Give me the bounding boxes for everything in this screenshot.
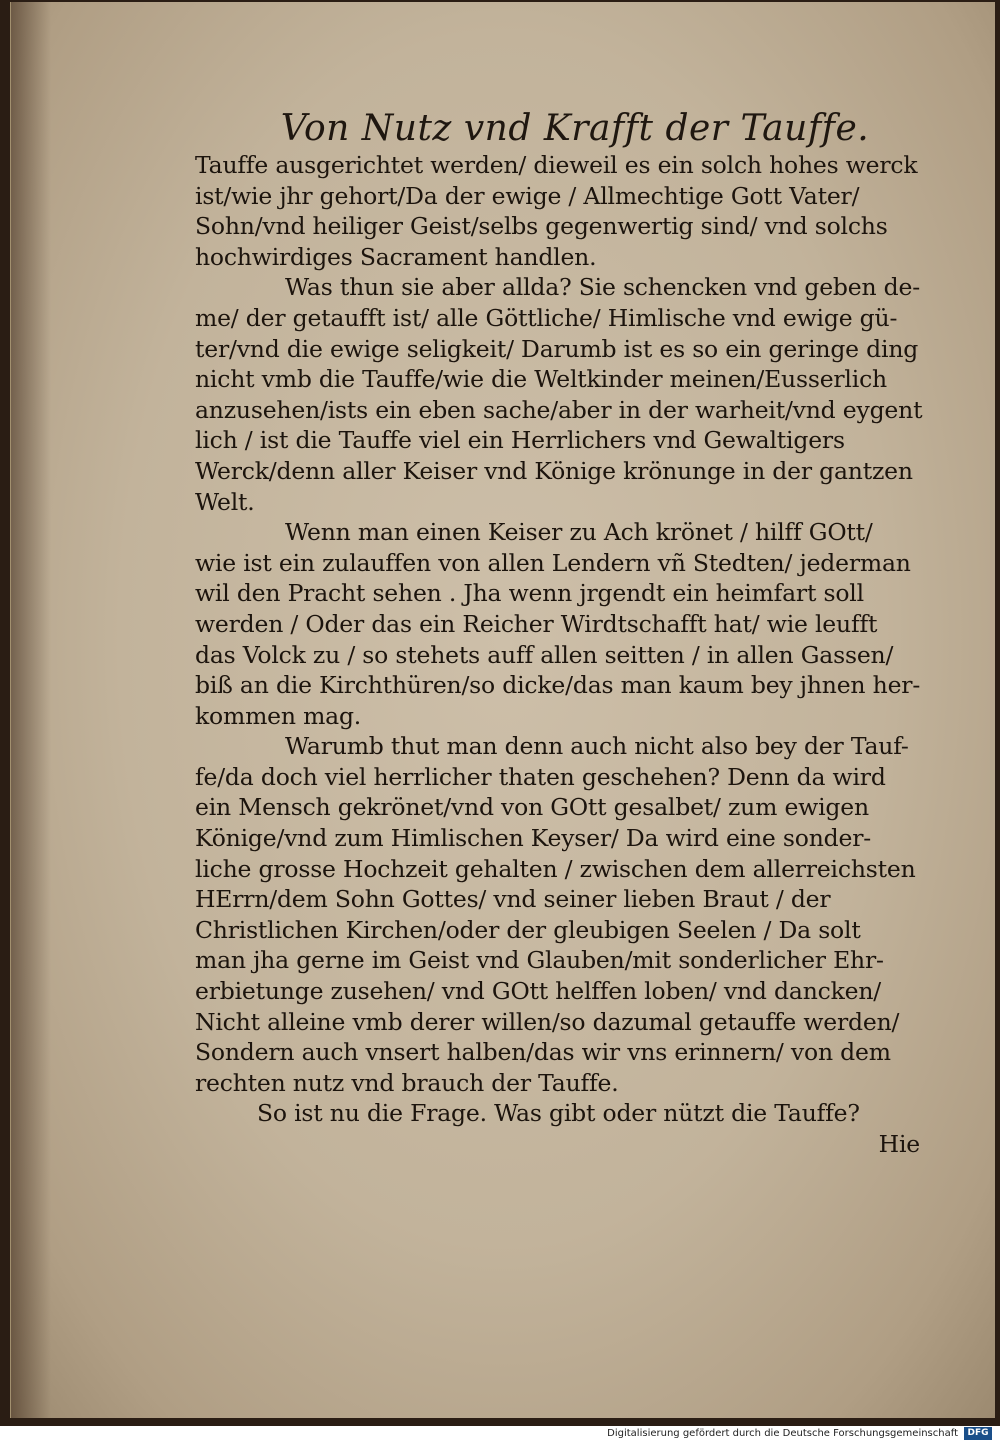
text-line: liche grosse Hochzeit gehalten / zwischen dem allerreichsten — [195, 854, 916, 883]
text-line: wie ist ein zulauffen von allen Lendern vñ Stedten/ jederman — [195, 548, 911, 577]
dfg-logo: DFG — [964, 1427, 992, 1440]
running-header: Von Nutz vnd Krafft der Tauffe. — [280, 108, 870, 149]
text-line: anzusehen/ists ein eben sache/aber in der warheit/vnd eygent — [195, 395, 923, 424]
text-line: nicht vmb die Tauffe/wie die Weltkinder meinen/Eusserlich — [195, 365, 887, 394]
text-line: erbietunge zusehen/ vnd GOtt helffen loben/ vnd dancken/ — [195, 977, 881, 1006]
text-line: fe/da doch viel herrlicher thaten geschehen? Denn da wird — [195, 762, 886, 791]
text-line: Sondern auch vnsert halben/das wir vns erinnern/ von dem — [195, 1038, 891, 1067]
text-line: Tauffe ausgerichtet werden/ dieweil es ein solch hohes werck — [195, 151, 918, 179]
funding-credit: Digitalisierung gefördert durch die Deutsche Forschungsgemeinschaft — [607, 1428, 958, 1439]
text-line: Christlichen Kirchen/oder der gleubigen Seelen / Da solt — [195, 915, 861, 944]
text-line: kommen mag. — [195, 701, 362, 730]
text-line: So ist nu die Frage. Was gibt oder nützt die Tauffe? — [257, 1099, 860, 1128]
text-line: wil den Pracht sehen . Jha wenn jrgendt ein heimfart soll — [195, 579, 864, 608]
text-line: HErrn/dem Sohn Gottes/ vnd seiner lieben Braut / der — [195, 885, 831, 914]
text-line: Sohn/vnd heiliger Geist/selbs gegenwertig sind/ vnd solchs — [195, 212, 888, 241]
text-line: werden / Oder das ein Reicher Wirdtschafft hat/ wie leufft — [195, 609, 878, 638]
text-line: biß an die Kirchthüren/so dicke/das man kaum bey jhnen her- — [195, 671, 921, 700]
text-line: hochwirdiges Sacrament handlen. — [195, 242, 597, 271]
text-line: Nicht alleine vmb derer willen/so dazumal getauffe werden/ — [195, 1007, 900, 1036]
body-text — [195, 150, 925, 1160]
catchword: Hie — [878, 1130, 920, 1158]
gutter-shadow — [11, 2, 51, 1418]
text-line: Könige/vnd zum Himlischen Keyser/ Da wird eine sonder- — [195, 824, 871, 853]
text-line: rechten nutz vnd brauch der Tauffe. — [195, 1068, 619, 1097]
text-line: man jha gerne im Geist vnd Glauben/mit sonderlicher Ehr- — [195, 946, 884, 975]
text-line: das Volck zu / so stehets auff allen seitten / in allen Gassen/ — [195, 640, 894, 669]
text-line: Werck/denn aller Keiser vnd Könige krönunge in der gantzen — [195, 456, 913, 485]
text-line: Wenn man einen Keiser zu Ach krönet / hilff GOtt/ — [285, 518, 873, 547]
text-line: ter/vnd die ewige seligkeit/ Darumb ist es so ein geringe ding — [195, 334, 919, 363]
text-line: me/ der getaufft ist/ alle Göttliche/ Himlische vnd ewige gü- — [195, 303, 898, 332]
text-line: ein Mensch gekrönet/vnd von GOtt gesalbet/ zum ewigen — [195, 793, 869, 822]
text-line: Was thun sie aber allda? Sie schencken vnd geben de- — [285, 273, 920, 302]
text-line: Warumb thut man denn auch nicht also bey der Tauf- — [285, 732, 909, 761]
text-line: lich / ist die Tauffe viel ein Herrlichers vnd Gewaltigers — [195, 426, 845, 455]
text-line: Welt. — [195, 487, 255, 516]
text-line: ist/wie jhr gehort/Da der ewige / Allmechtige Gott Vater/ — [195, 181, 860, 210]
